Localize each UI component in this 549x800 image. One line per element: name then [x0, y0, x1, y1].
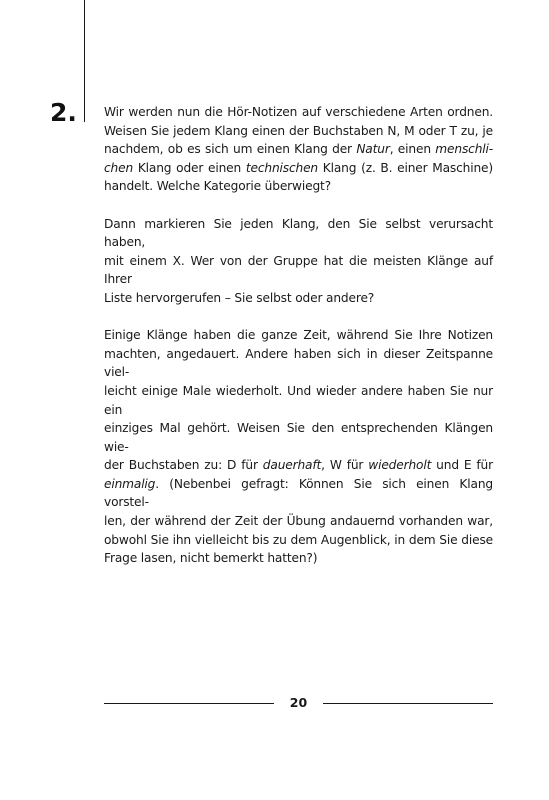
text-line	[104, 531, 493, 550]
text-line	[104, 382, 493, 419]
text-line	[104, 345, 493, 382]
text-run: und E für	[431, 458, 493, 473]
text-run: Frage lasen, nicht bemerkt hatten?)	[104, 551, 318, 566]
text-run: leicht einige Male wiederholt. Und wieder andere haben Sie nur ein	[104, 383, 493, 417]
text-run: mit einem X. Wer von der Gruppe hat die meisten Klänge auf Ihrer	[104, 253, 493, 287]
text-run: , W für	[321, 458, 369, 473]
text-run: Klang (z. B. einer Maschine)	[318, 160, 494, 175]
text-run: Wir werden nun die Hör-Notizen auf verschiedene Arten ordnen.	[104, 105, 493, 119]
margin-rule	[84, 0, 85, 122]
text-run: nachdem, ob es sich um einen Klang der	[104, 142, 357, 157]
footer-rule-right	[323, 703, 493, 704]
text-run: len, der während der Zeit der Übung andauernd vorhanden war,	[104, 514, 493, 529]
paragraph	[104, 103, 493, 196]
text-run: Dann markieren Sie jeden Klang, den Sie selbst verursacht haben,	[104, 216, 493, 250]
page-number: 20	[289, 695, 308, 710]
text-run: einziges Mal gehört. Weisen Sie den entsprechenden Klängen wie-	[104, 421, 493, 454]
paragraph	[104, 326, 493, 568]
text-run: Einige Klänge haben die ganze Zeit, während Sie Ihre Notizen	[104, 328, 493, 343]
text-line	[104, 475, 493, 512]
italic-text: Natur	[356, 142, 390, 157]
text-line	[104, 103, 493, 122]
body-text	[104, 103, 493, 568]
text-run: handelt. Welche Kategorie überwiegt?	[104, 179, 331, 194]
text-line	[104, 122, 493, 141]
text-line	[104, 289, 493, 308]
text-line	[104, 252, 493, 289]
text-line	[104, 177, 493, 196]
section-number: 2.	[50, 98, 77, 127]
page-footer	[104, 692, 493, 712]
text-run: der Buchstaben zu: D für	[104, 458, 263, 473]
text-run: Klang oder einen	[133, 160, 246, 175]
text-run: Liste hervorgerufen – Sie selbst oder andere?	[104, 290, 375, 305]
text-line	[104, 512, 493, 531]
italic-text: menschli-	[435, 142, 493, 157]
text-run: . (Nebenbei gefragt: Können Sie sich einen Klang vorstel-	[104, 476, 493, 510]
italic-text: chen	[104, 160, 134, 175]
text-line	[104, 419, 493, 456]
text-run: Weisen Sie jedem Klang einen der Buchstaben N, M oder T zu, je	[104, 123, 493, 138]
italic-text: dauerhaft	[262, 458, 322, 473]
text-run: machten, angedauert. Andere haben sich in dieser Zeitspanne viel-	[104, 346, 493, 380]
text-run: , einen	[389, 142, 436, 157]
paragraph	[104, 215, 493, 308]
text-line	[104, 159, 493, 178]
text-line	[104, 215, 493, 252]
text-line	[104, 326, 493, 345]
italic-text: technischen	[245, 160, 319, 175]
text-line	[104, 456, 493, 475]
italic-text: wiederholt	[368, 458, 432, 473]
text-line	[104, 549, 493, 568]
text-run: obwohl Sie ihn vielleicht bis zu dem Augenblick, in dem Sie diese	[104, 532, 493, 547]
italic-text: einmalig	[104, 476, 156, 491]
text-line	[104, 140, 493, 159]
footer-rule-left	[104, 703, 274, 704]
